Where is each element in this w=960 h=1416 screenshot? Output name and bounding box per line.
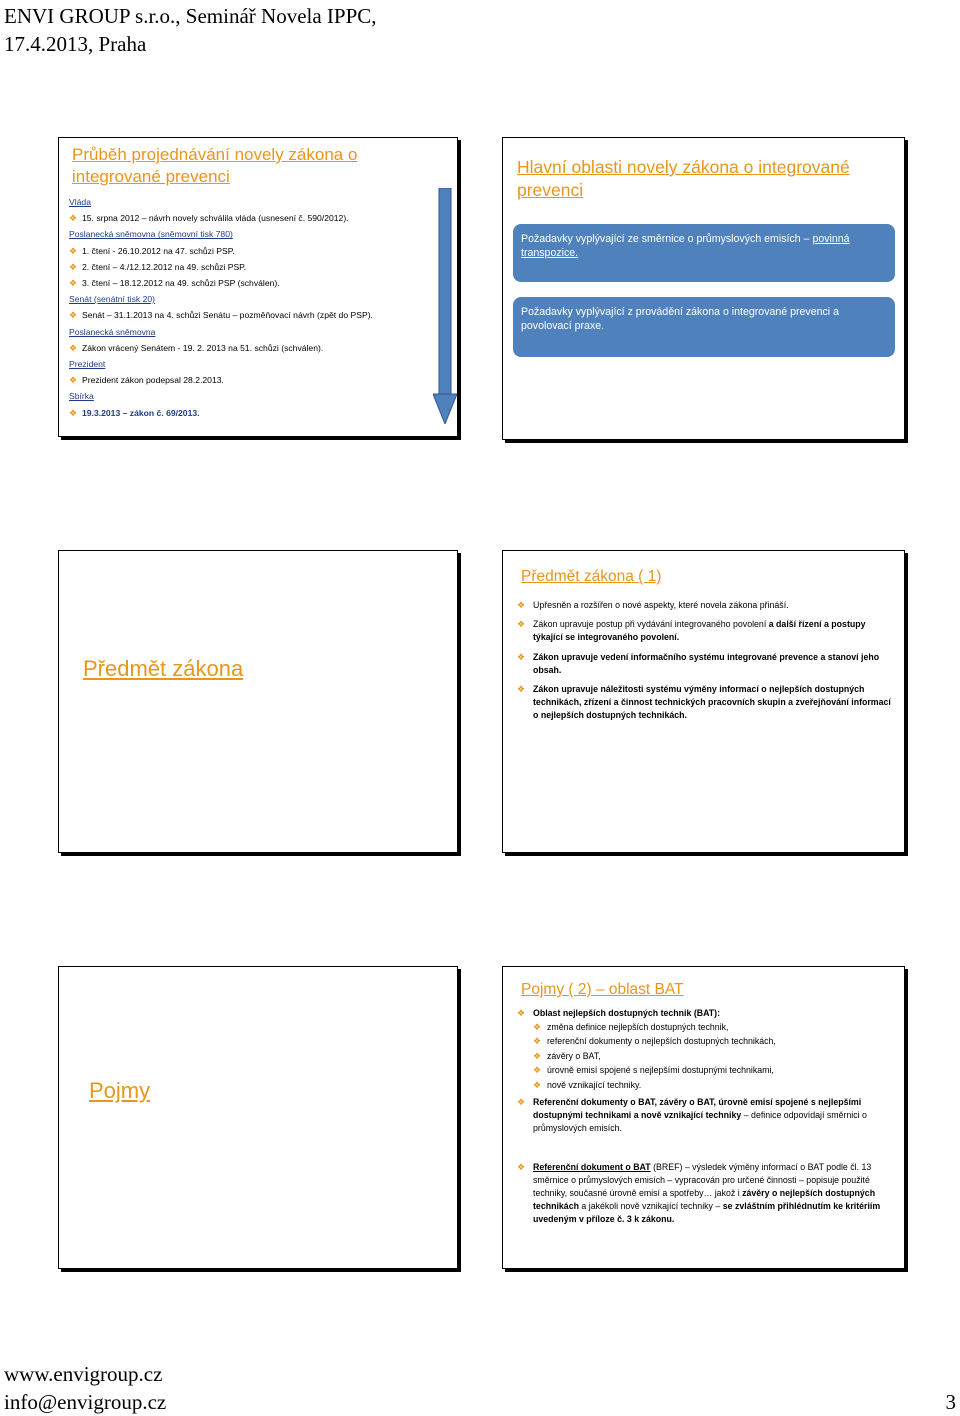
item-text: Senát – 31.1.2013 na 4. schůzi Senátu – pozměňovací návrh (zpět do PSP).: [82, 310, 373, 321]
item-text: závěry o BAT,: [547, 1050, 601, 1061]
diamond-bullet-icon: ❖: [517, 619, 526, 630]
item-text-bold: se zvláštním přihlédnutím ke kritériím uvedeným v příloze č. 3 k zákonu.: [533, 1200, 881, 1224]
diamond-bullet-icon: ❖: [69, 213, 78, 224]
list-item: [517, 651, 897, 677]
slide-title: Průběh projednávání novely zákona o integrované prevenci: [72, 145, 358, 186]
slide-title: Pojmy ( 2) – oblast BAT: [521, 981, 684, 998]
box-text-underlined: povinná transpozice.: [521, 233, 850, 259]
list-item: [517, 599, 897, 612]
diamond-bullet-icon: ❖: [533, 1036, 542, 1047]
list-item: [517, 618, 897, 644]
header-line-1: ENVI GROUP s.r.o., Seminář Novela IPPC,: [4, 4, 377, 28]
list-item: [517, 1007, 897, 1020]
bat-bullet-list: [517, 1007, 897, 1232]
slide-subject-of-law: [58, 550, 458, 853]
item-text: 15. srpna 2012 – návrh novely schválila vláda (usnesení č. 590/2012).: [82, 213, 349, 224]
timeline-section-heading: [69, 388, 429, 404]
diamond-bullet-icon: ❖: [69, 245, 78, 256]
diamond-bullet-icon: ❖: [69, 310, 78, 321]
list-item: [517, 1096, 897, 1135]
diamond-bullet-icon: ❖: [533, 1065, 542, 1076]
diamond-bullet-icon: ❖: [69, 407, 78, 418]
timeline-section-heading: [69, 194, 429, 210]
header-line-2: 17.4.2013, Praha: [4, 32, 147, 56]
diamond-bullet-icon: ❖: [517, 1008, 526, 1018]
timeline-item: [69, 243, 429, 259]
diamond-bullet-icon: ❖: [69, 278, 78, 289]
requirement-box-practice: [513, 297, 895, 357]
item-text: 3. čtení – 18.12.2012 na 49. schůzi PSP (schválen).: [82, 278, 280, 289]
bat-sublist: [517, 1021, 897, 1092]
item-text: Upřesněn a rozšířen o nové aspekty, které novela zákona přináší.: [533, 600, 789, 610]
timeline-item: [69, 340, 429, 356]
timeline-section-heading: [69, 291, 429, 307]
slide-title: Předmět zákona: [83, 656, 244, 681]
item-text-bold: a další řízení a postupy týkající se integrovaného povolení.: [533, 619, 866, 643]
diamond-bullet-icon: ❖: [69, 342, 78, 353]
diamond-bullet-icon: ❖: [533, 1050, 542, 1061]
diamond-bullet-icon: ❖: [69, 261, 78, 272]
slide-subject-of-law-1: [502, 550, 905, 853]
section-label: Poslanecká sněmovna: [69, 326, 156, 337]
timeline-section-heading: [69, 356, 429, 372]
slide-legislative-process: [58, 137, 458, 437]
footer-web[interactable]: www.envigroup.cz: [4, 1362, 163, 1386]
item-text: referenční dokumenty o nejlepších dostupných technikách,: [547, 1036, 776, 1047]
sub-list-item: [533, 1035, 897, 1048]
process-timeline-list: [69, 194, 429, 421]
timeline-item: [69, 210, 429, 226]
item-text-bold: Oblast nejlepších dostupných technik (BAT):: [533, 1008, 721, 1018]
diamond-bullet-icon: ❖: [517, 600, 526, 610]
section-label: Vláda: [69, 197, 91, 207]
sub-list-item: [533, 1050, 897, 1063]
diamond-bullet-icon: ❖: [533, 1079, 542, 1090]
slide-title: Hlavní oblasti novely zákona o integrované prevenci: [517, 157, 850, 200]
section-label: Poslanecká sněmovna (sněmovní tisk 780): [69, 229, 233, 240]
item-text: Zákon upravuje postup při vydávání integrovaného povolení: [533, 619, 769, 630]
list-item: [517, 1161, 897, 1226]
slide-terms: [58, 966, 458, 1269]
slide-title: Předmět zákona ( 1): [521, 568, 662, 585]
diamond-bullet-icon: ❖: [517, 1096, 526, 1107]
page-header: [4, 2, 377, 58]
item-text-bold: Zákon upravuje náležitosti systému výměny informací o nejlepších dostupných technikách, zřízení a činnost technických pracovních skupin a zveřejňování informací o nejlepších dostupných technikách.: [533, 684, 891, 720]
slide-terms-bat: [502, 966, 905, 1269]
page-footer: [4, 1360, 166, 1416]
sub-list-item: [533, 1079, 897, 1092]
item-text: změna definice nejlepších dostupných technik,: [547, 1021, 729, 1032]
box-text: Požadavky vyplývající ze směrnice o průmyslových emisích –: [521, 233, 810, 245]
item-text-bold: Zákon upravuje vedení informačního systému integrované prevence a stanoví jeho obsah.: [533, 651, 880, 675]
item-text: 1. čtení - 26.10.2012 na 47. schůzi PSP.: [82, 245, 235, 256]
item-text: (BREF) – výsledek výměny informací o BAT podle čl. 13 směrnice o průmyslových emisích – vypracován pro určené činnosti – popisuje použité techniky, současné úrovně emisí a spotřeby… jakož i: [533, 1162, 872, 1198]
diamond-bullet-icon: ❖: [69, 375, 78, 386]
diamond-bullet-icon: ❖: [517, 1162, 526, 1173]
box-text: Požadavky vyplývající z provádění zákona o integrované prevenci a povolovací praxe.: [521, 306, 839, 332]
slide-title: Pojmy: [89, 1078, 151, 1103]
section-label: Prezident: [69, 359, 106, 370]
subject-bullet-list: [517, 599, 897, 728]
diamond-bullet-icon: ❖: [517, 651, 526, 662]
section-label: Sbírka: [69, 391, 94, 402]
footer-email[interactable]: info@envigroup.cz: [4, 1390, 167, 1414]
timeline-section-heading: [69, 226, 429, 242]
timeline-item: [69, 275, 429, 291]
item-text: Zákon vrácený Senátem - 19. 2. 2013 na 51. schůzi (schválen).: [82, 342, 324, 353]
list-item: [517, 683, 897, 722]
item-text: nově vznikající techniky.: [547, 1079, 642, 1090]
item-text-bold: Referenční dokumenty o BAT, závěry o BAT, úrovně emisí spojené s nejlepšími dostupnými technikami a nově vznikající techniky: [533, 1096, 862, 1120]
timeline-item: [69, 372, 429, 388]
timeline-section-heading: [69, 324, 429, 340]
item-text: – definice odpovídají směrnici o průmyslových emisích.: [533, 1109, 867, 1133]
diamond-bullet-icon: ❖: [533, 1021, 542, 1032]
timeline-item: [69, 307, 429, 323]
item-text-bold: závěry o nejlepších dostupných technikách: [533, 1187, 876, 1211]
slide-main-areas: [502, 137, 905, 440]
item-text: úrovně emisí spojené s nejlepšími dostupnými technikami,: [547, 1065, 774, 1076]
timeline-item: [69, 259, 429, 275]
section-label: Senát (senátní tisk 20): [69, 294, 155, 305]
item-text: Prezident zákon podepsal 28.2.2013.: [82, 375, 224, 386]
sub-list-item: [533, 1021, 897, 1034]
diamond-bullet-icon: ❖: [517, 684, 526, 695]
item-text-bold-underlined: Referenční dokument o BAT: [533, 1162, 651, 1173]
timeline-item: [69, 405, 429, 421]
item-text: 19.3.2013 – zákon č. 69/2013.: [82, 407, 200, 418]
item-text: a jakékoli nově vznikající techniky –: [578, 1200, 723, 1211]
requirement-box-directive: [513, 224, 895, 282]
sub-list-item: [533, 1064, 897, 1077]
page-number: 3: [945, 1390, 956, 1414]
item-text: 2. čtení – 4./12.12.2012 na 49. schůzi PSP.: [82, 261, 247, 272]
down-arrow-icon: [433, 188, 457, 424]
